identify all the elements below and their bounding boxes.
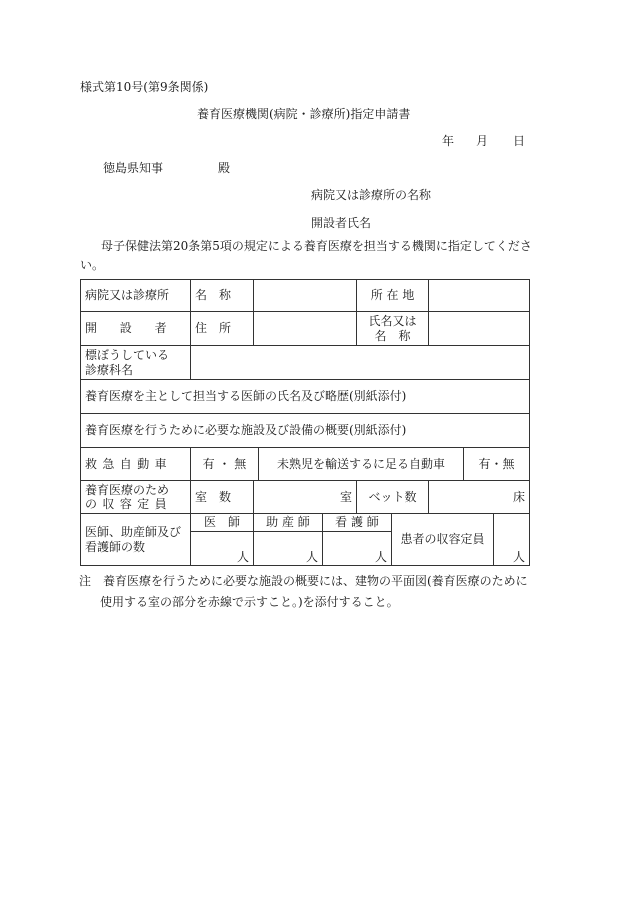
department-value-cell[interactable]: [191, 346, 530, 380]
premature-transport-choice[interactable]: 有・無: [464, 448, 530, 481]
beds-value-cell[interactable]: 床: [429, 481, 530, 514]
founder-name-label-line1: 氏名又は: [368, 314, 417, 329]
staff-label-line1: 医師、助産師及び: [85, 525, 182, 540]
row-staff-header: [81, 514, 530, 532]
capacity-label-cell: [81, 481, 191, 514]
date-month-label: 月: [476, 134, 489, 148]
founder-name-label: 開設者氏名: [311, 216, 372, 230]
addressee: 徳島県知事: [103, 161, 164, 175]
row-hospital: [81, 280, 530, 312]
doctor-history-label: 養育医療を主として担当する医師の氏名及び略歴(別紙添付): [81, 380, 530, 414]
premature-transport-label: 未熟児を輸送するに足る自動車: [259, 448, 464, 481]
patient-capacity-value-cell[interactable]: 人: [494, 514, 530, 566]
staff-label-cell: [81, 514, 191, 566]
address-label: 住 所: [191, 312, 254, 346]
addressee-suffix: 殿: [218, 161, 231, 175]
facility-overview-label: 養育医療を行うために必要な施設及び設備の概要(別紙添付): [81, 414, 530, 448]
application-form-table: [80, 279, 530, 566]
doctor-count-cell[interactable]: 人: [191, 532, 254, 566]
body-text-line2: い。: [80, 258, 105, 272]
ambulance-label: 救急自動車: [81, 448, 191, 481]
name-label: 名 称: [191, 280, 254, 312]
document-title: 養育医療機関(病院・診療所)指定申請書: [197, 107, 411, 121]
note-line2: 使用する室の部分を赤線で示すこと。)を添付すること。: [100, 595, 399, 609]
founder-label: 開 設 者: [81, 312, 191, 346]
row-founder: [81, 312, 530, 346]
row-capacity: [81, 481, 530, 514]
staff-label-line2: 看護師の数: [85, 539, 146, 554]
date-day-label: 日: [513, 134, 526, 148]
note-line1: 注 養育医療を行うために必要な施設の概要には、建物の平面図(養育医療のために: [79, 574, 528, 588]
address-value-cell[interactable]: [254, 312, 357, 346]
row-ambulance: [81, 448, 530, 481]
department-label-cell: [81, 346, 191, 380]
body-text-line1: 母子保健法第20条第5項の規定による養育医療を担当する機関に指定してくださ: [101, 239, 532, 253]
capacity-label-line2: の収容定員: [85, 497, 173, 511]
location-label: 所 在 地: [357, 280, 429, 312]
hospital-label: 病院又は診療所: [81, 280, 191, 312]
founder-name-value-cell[interactable]: [429, 312, 530, 346]
capacity-label-line1: 養育医療のため: [85, 482, 170, 497]
department-label-line1: 標ぼうしている: [85, 348, 170, 363]
nurse-count-label: 看 護 師: [323, 514, 392, 532]
founder-name-label-cell: [357, 312, 429, 346]
founder-name-label-line2: 名 称: [374, 328, 411, 343]
hospital-name-label: 病院又は診療所の名称: [311, 188, 432, 202]
doctor-count-label: 医 師: [191, 514, 254, 532]
form-number: 様式第10号(第9条関係): [80, 80, 209, 94]
nurse-count-cell[interactable]: 人: [323, 532, 392, 566]
midwife-count-cell[interactable]: 人: [254, 532, 323, 566]
beds-label: ベット数: [357, 481, 429, 514]
row-doctor-history: [81, 380, 530, 414]
patient-capacity-label: 患者の収容定員: [392, 514, 494, 566]
date-year-label: 年: [442, 134, 455, 148]
location-value-cell[interactable]: [429, 280, 530, 312]
rooms-value-cell[interactable]: 室: [254, 481, 357, 514]
midwife-count-label: 助 産 師: [254, 514, 323, 532]
row-facility-overview: [81, 414, 530, 448]
department-label-line2: 診療科名: [85, 362, 134, 377]
ambulance-choice[interactable]: 有 ・ 無: [191, 448, 259, 481]
row-department: [81, 346, 530, 380]
name-value-cell[interactable]: [254, 280, 357, 312]
rooms-label: 室 数: [191, 481, 254, 514]
